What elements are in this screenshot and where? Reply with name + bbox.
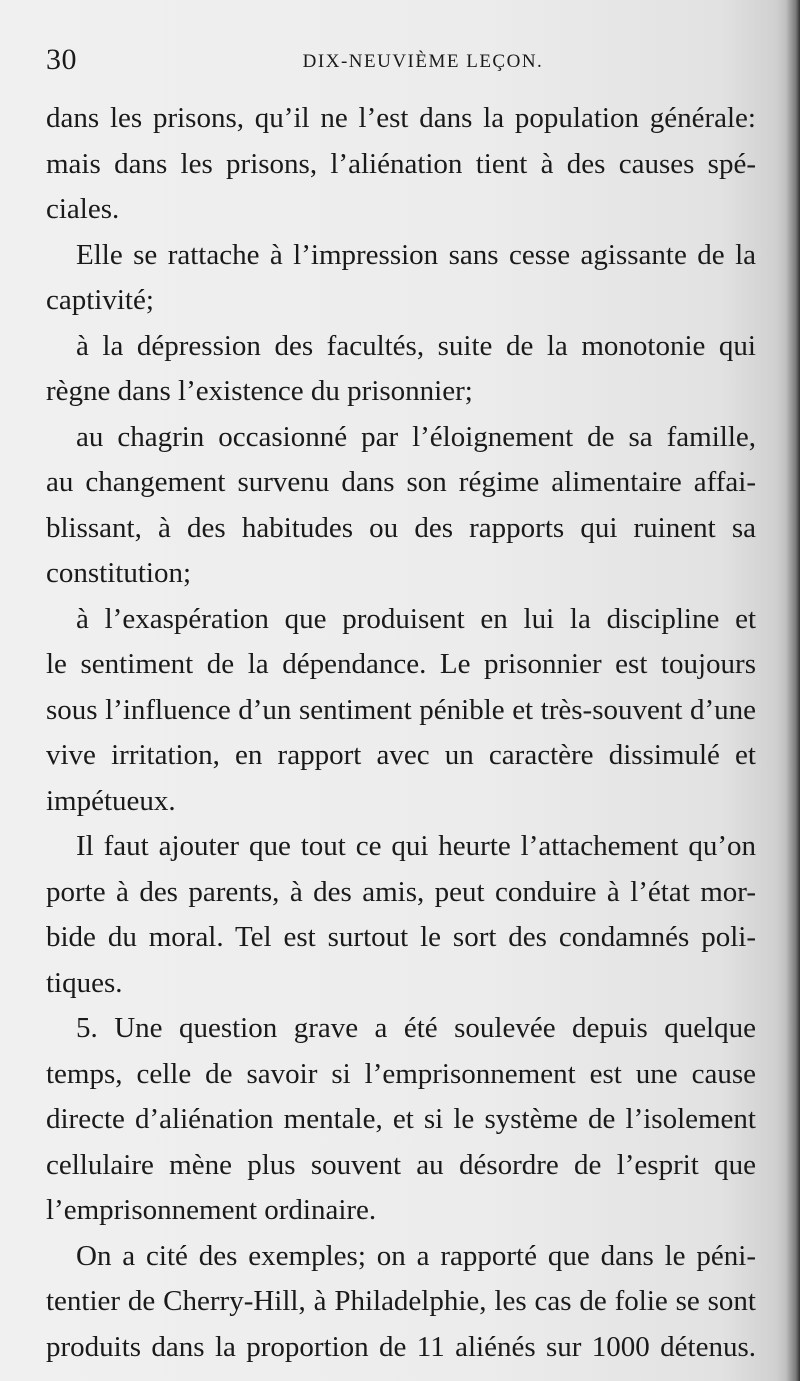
text-line: règne dans l’existence du prisonnier; — [46, 375, 473, 407]
text-line: Il faut ajouter que tout ce qui heurte l’attachement qu’on — [76, 830, 756, 862]
text-line: produits dans la proportion de 11 aliénés sur 1000 détenus. — [46, 1330, 756, 1363]
text-line: porte à des parents, à des amis, peut conduire à l’état mor- — [46, 875, 756, 908]
text-line: dans les prisons, qu’il ne l’est dans la population générale: — [46, 102, 756, 134]
text-line: impétueux. — [46, 784, 176, 817]
text-line: On a cité des exemples; on a rapporté que dans le péni- — [76, 1239, 756, 1272]
text-line: cellulaire mène plus souvent au désordre de l’esprit que — [46, 1148, 756, 1181]
text-line: temps, celle de savoir si l’emprisonnement est une cause — [46, 1057, 756, 1090]
text-line: au chagrin occasionné par l’éloignement de sa famille, — [76, 420, 756, 453]
text-line: ciales. — [46, 193, 120, 225]
page-gutter-shadow — [786, 0, 800, 1381]
text-line: à l’exaspération que produisent en lui la discipline et — [76, 602, 756, 635]
text-line: constitution; — [46, 557, 191, 589]
text-line: à la dépression des facultés, suite de la monotonie qui — [76, 329, 756, 362]
text-line: tentier de Cherry-Hill, à Philadelphie, les cas de folie se sont — [46, 1285, 756, 1317]
text-line: mais dans les prisons, l’aliénation tient à des causes spé- — [46, 147, 756, 180]
text-line: captivité; — [46, 284, 154, 316]
text-line: blissant, à des habitudes ou des rapports qui ruinent sa — [46, 511, 756, 544]
text-line: bide du moral. Tel est surtout le sort des condamnés poli- — [46, 921, 756, 953]
text-line: directe d’aliénation mentale, et si le système de l’isolement — [46, 1103, 756, 1135]
text-line: au changement survenu dans son régime alimentaire affai- — [46, 466, 756, 498]
text-line: tiques. — [46, 966, 123, 999]
text-line: le sentiment de la dépendance. Le prisonnier est toujours — [46, 648, 756, 680]
text-line: 5. Une question grave a été soulevée depuis quelque — [76, 1012, 756, 1044]
page-number: 30 — [46, 43, 77, 76]
page-header — [46, 40, 760, 80]
text-line: Elle se rattache à l’impression sans cesse agissante de la — [76, 238, 756, 271]
text-line: l’emprisonnement ordinaire. — [46, 1194, 377, 1226]
text-line: vive irritation, en rapport avec un caractère dissimulé et — [46, 739, 756, 771]
text-line: sous l’influence d’un sentiment pénible et très-souvent d’une — [46, 693, 756, 726]
body-text — [46, 96, 756, 1370]
running-title: DIX-NEUVIÈME LEÇON. — [302, 51, 544, 72]
